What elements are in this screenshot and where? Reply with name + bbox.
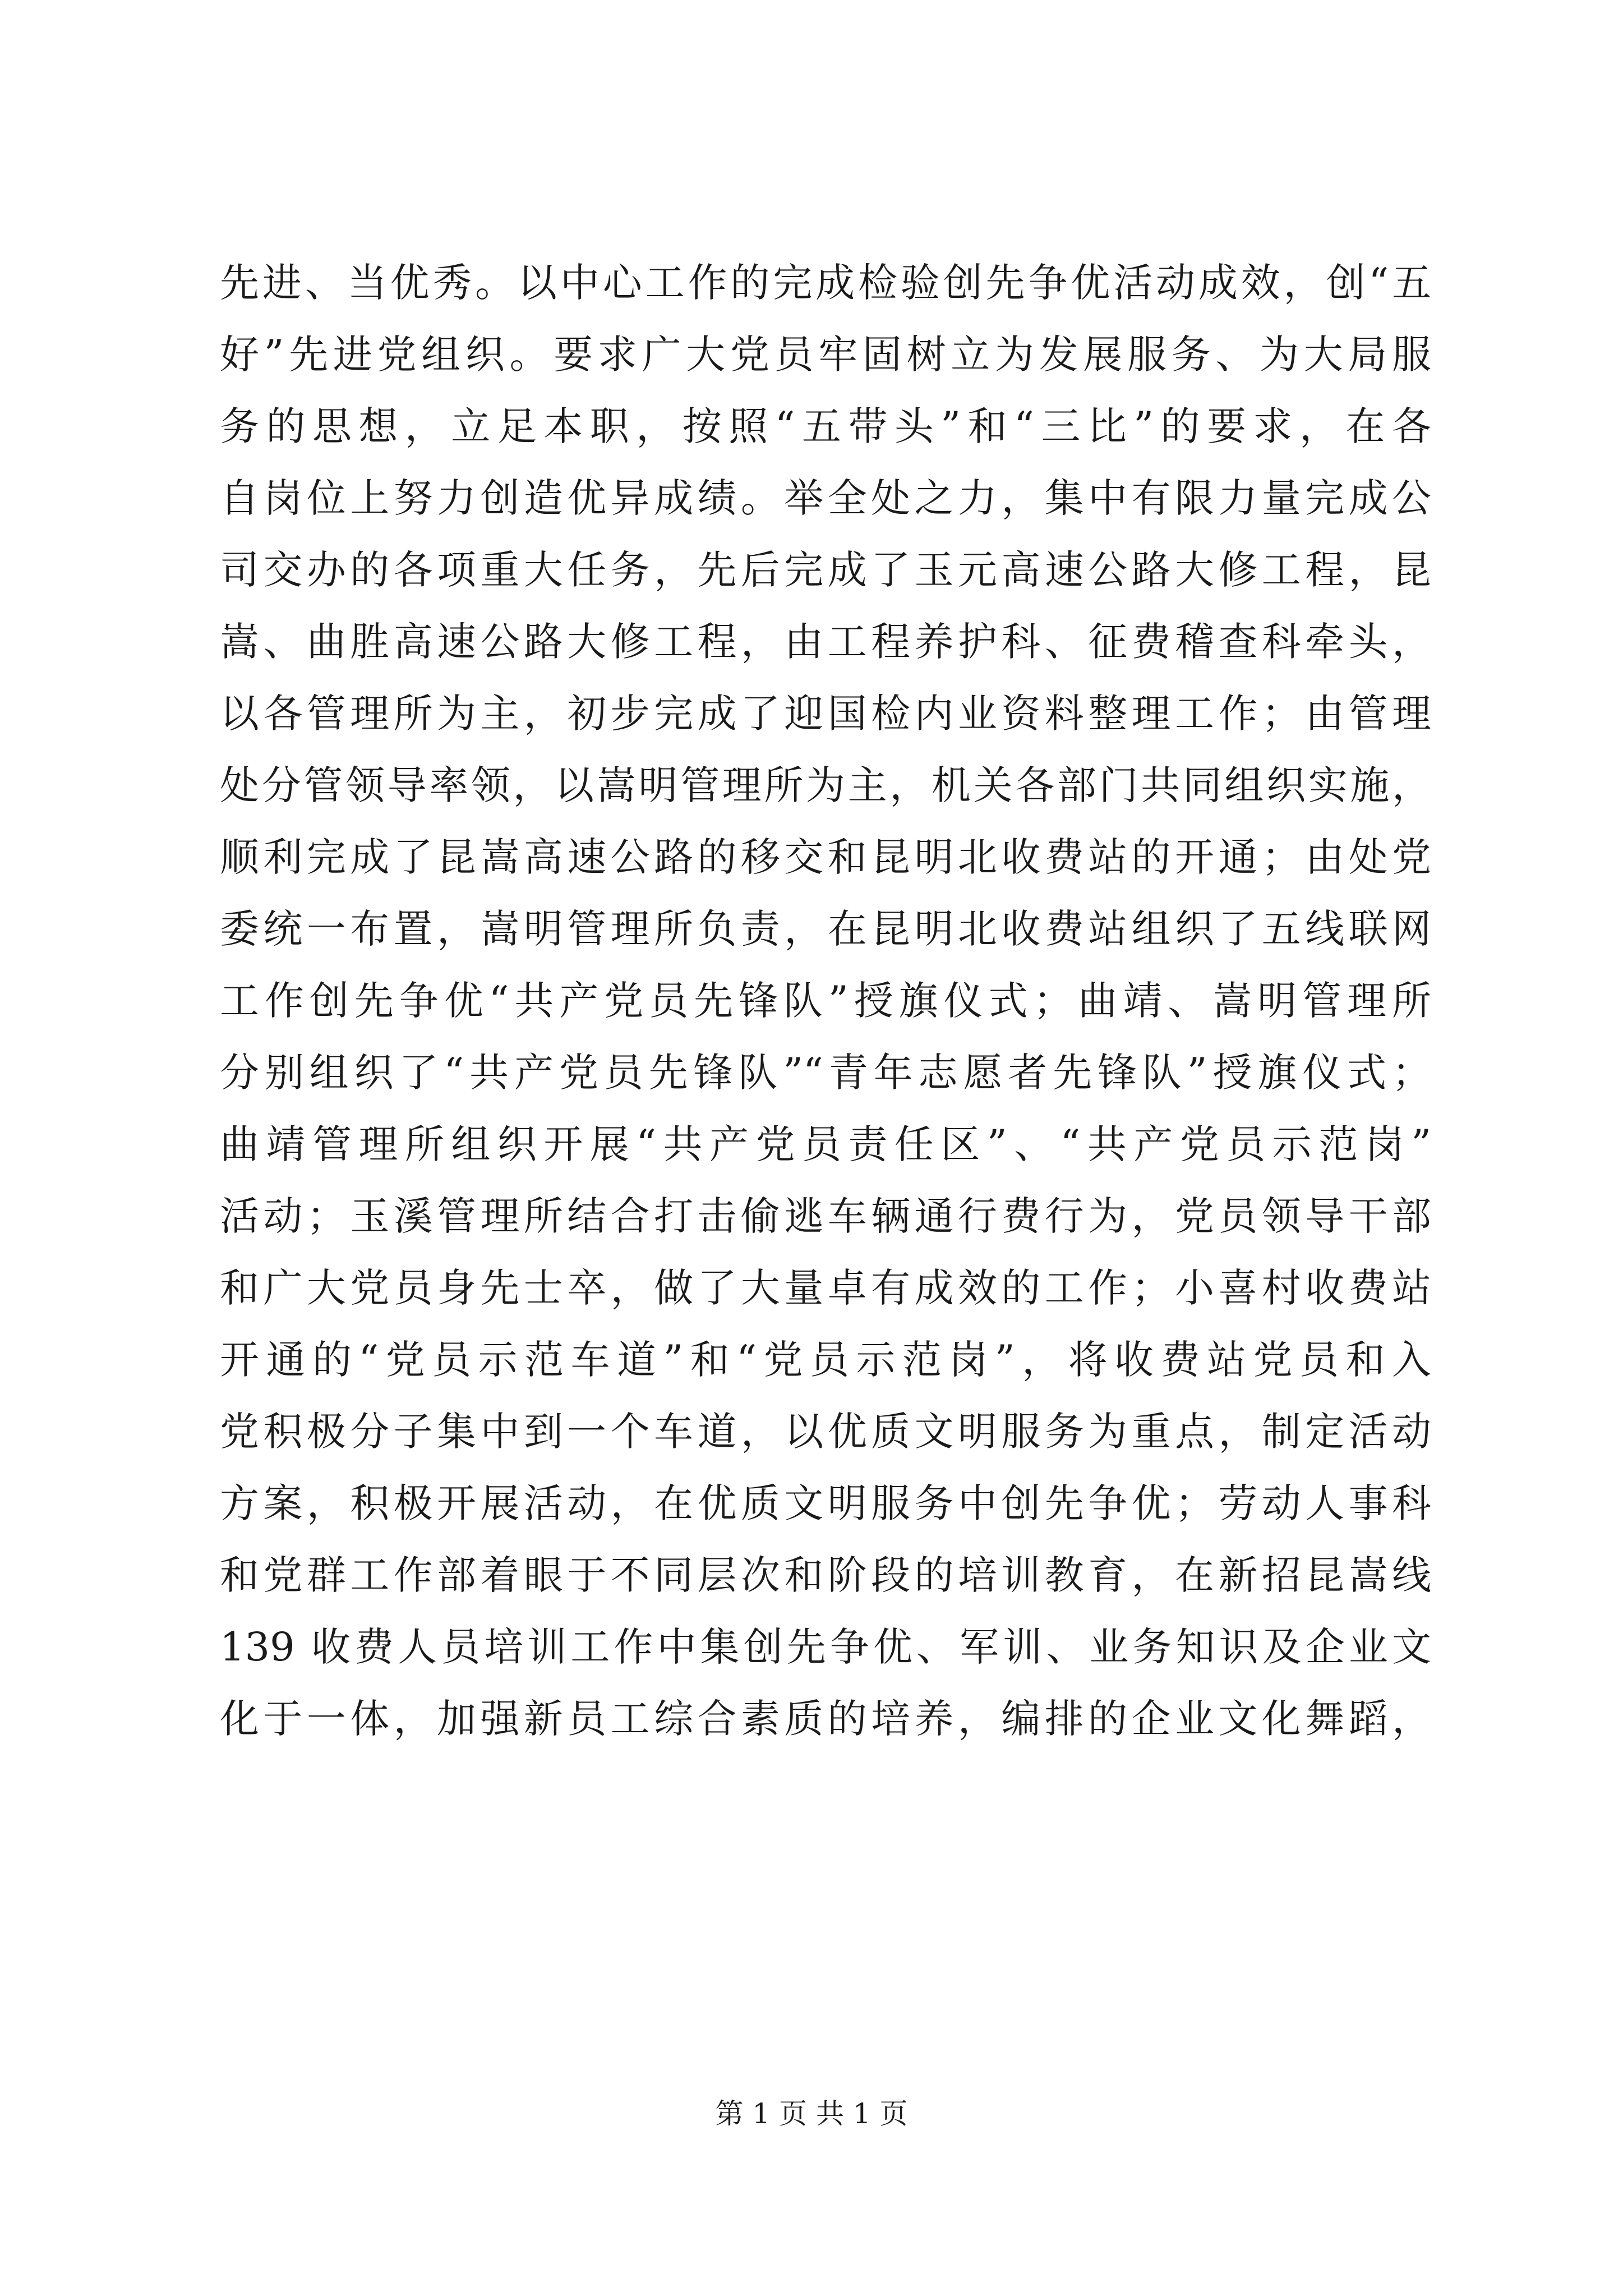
text-line: 务的思想，立足本职，按照“五带头”和“三比”的要求，在各 xyxy=(220,403,1431,449)
text-line: 方案，积极开展活动，在优质文明服务中创先争优；劳动人事科 xyxy=(220,1480,1431,1526)
text-line: 处分管领导率领，以嵩明管理所为主，机关各部门共同组织实施， xyxy=(220,762,1431,808)
text-line: 委统一布置，嵩明管理所负责，在昆明北收费站组织了五线联网 xyxy=(220,906,1431,952)
text-line: 先进、当优秀。以中心工作的完成检验创先争优活动成效，创“五 xyxy=(220,260,1431,306)
text-line: 自岗位上努力创造优异成绩。举全处之力，集中有限力量完成公 xyxy=(220,475,1431,521)
page-footer: 第 1 页 共 1 页 xyxy=(715,2097,908,2130)
text-line: 以各管理所为主，初步完成了迎国检内业资料整理工作；由管理 xyxy=(220,691,1431,737)
text-line: 分别组织了“共产党员先锋队”“青年志愿者先锋队”授旗仪式； xyxy=(220,1050,1431,1096)
document-body xyxy=(220,247,1431,1755)
text-line: 顺利完成了昆嵩高速公路的移交和昆明北收费站的开通；由处党 xyxy=(220,834,1431,880)
text-line: 139 收费人员培训工作中集创先争优、军训、业务知识及企业文 xyxy=(220,1624,1431,1670)
text-line: 嵩、曲胜高速公路大修工程，由工程养护科、征费稽查科牵头， xyxy=(220,619,1431,665)
text-line: 工作创先争优“共产党员先锋队”授旗仪式；曲靖、嵩明管理所 xyxy=(220,978,1431,1024)
text-line: 开通的“党员示范车道”和“党员示范岗”，将收费站党员和入 xyxy=(220,1337,1431,1383)
text-line: 和广大党员身先士卒，做了大量卓有成效的工作；小喜村收费站 xyxy=(220,1265,1431,1311)
text-line: 司交办的各项重大任务，先后完成了玉元高速公路大修工程，昆 xyxy=(220,547,1431,593)
text-line: 化于一体，加强新员工综合素质的培养，编排的企业文化舞蹈， xyxy=(220,1696,1431,1742)
text-line: 党积极分子集中到一个车道，以优质文明服务为重点，制定活动 xyxy=(220,1409,1431,1455)
text-line: 好”先进党组织。要求广大党员牢固树立为发展服务、为大局服 xyxy=(220,332,1431,378)
text-line: 曲靖管理所组织开展“共产党员责任区”、“共产党员示范岗” xyxy=(220,1121,1431,1167)
text-line: 活动；玉溪管理所结合打击偷逃车辆通行费行为，党员领导干部 xyxy=(220,1193,1431,1239)
text-line: 和党群工作部着眼于不同层次和阶段的培训教育，在新招昆嵩线 xyxy=(220,1552,1431,1598)
